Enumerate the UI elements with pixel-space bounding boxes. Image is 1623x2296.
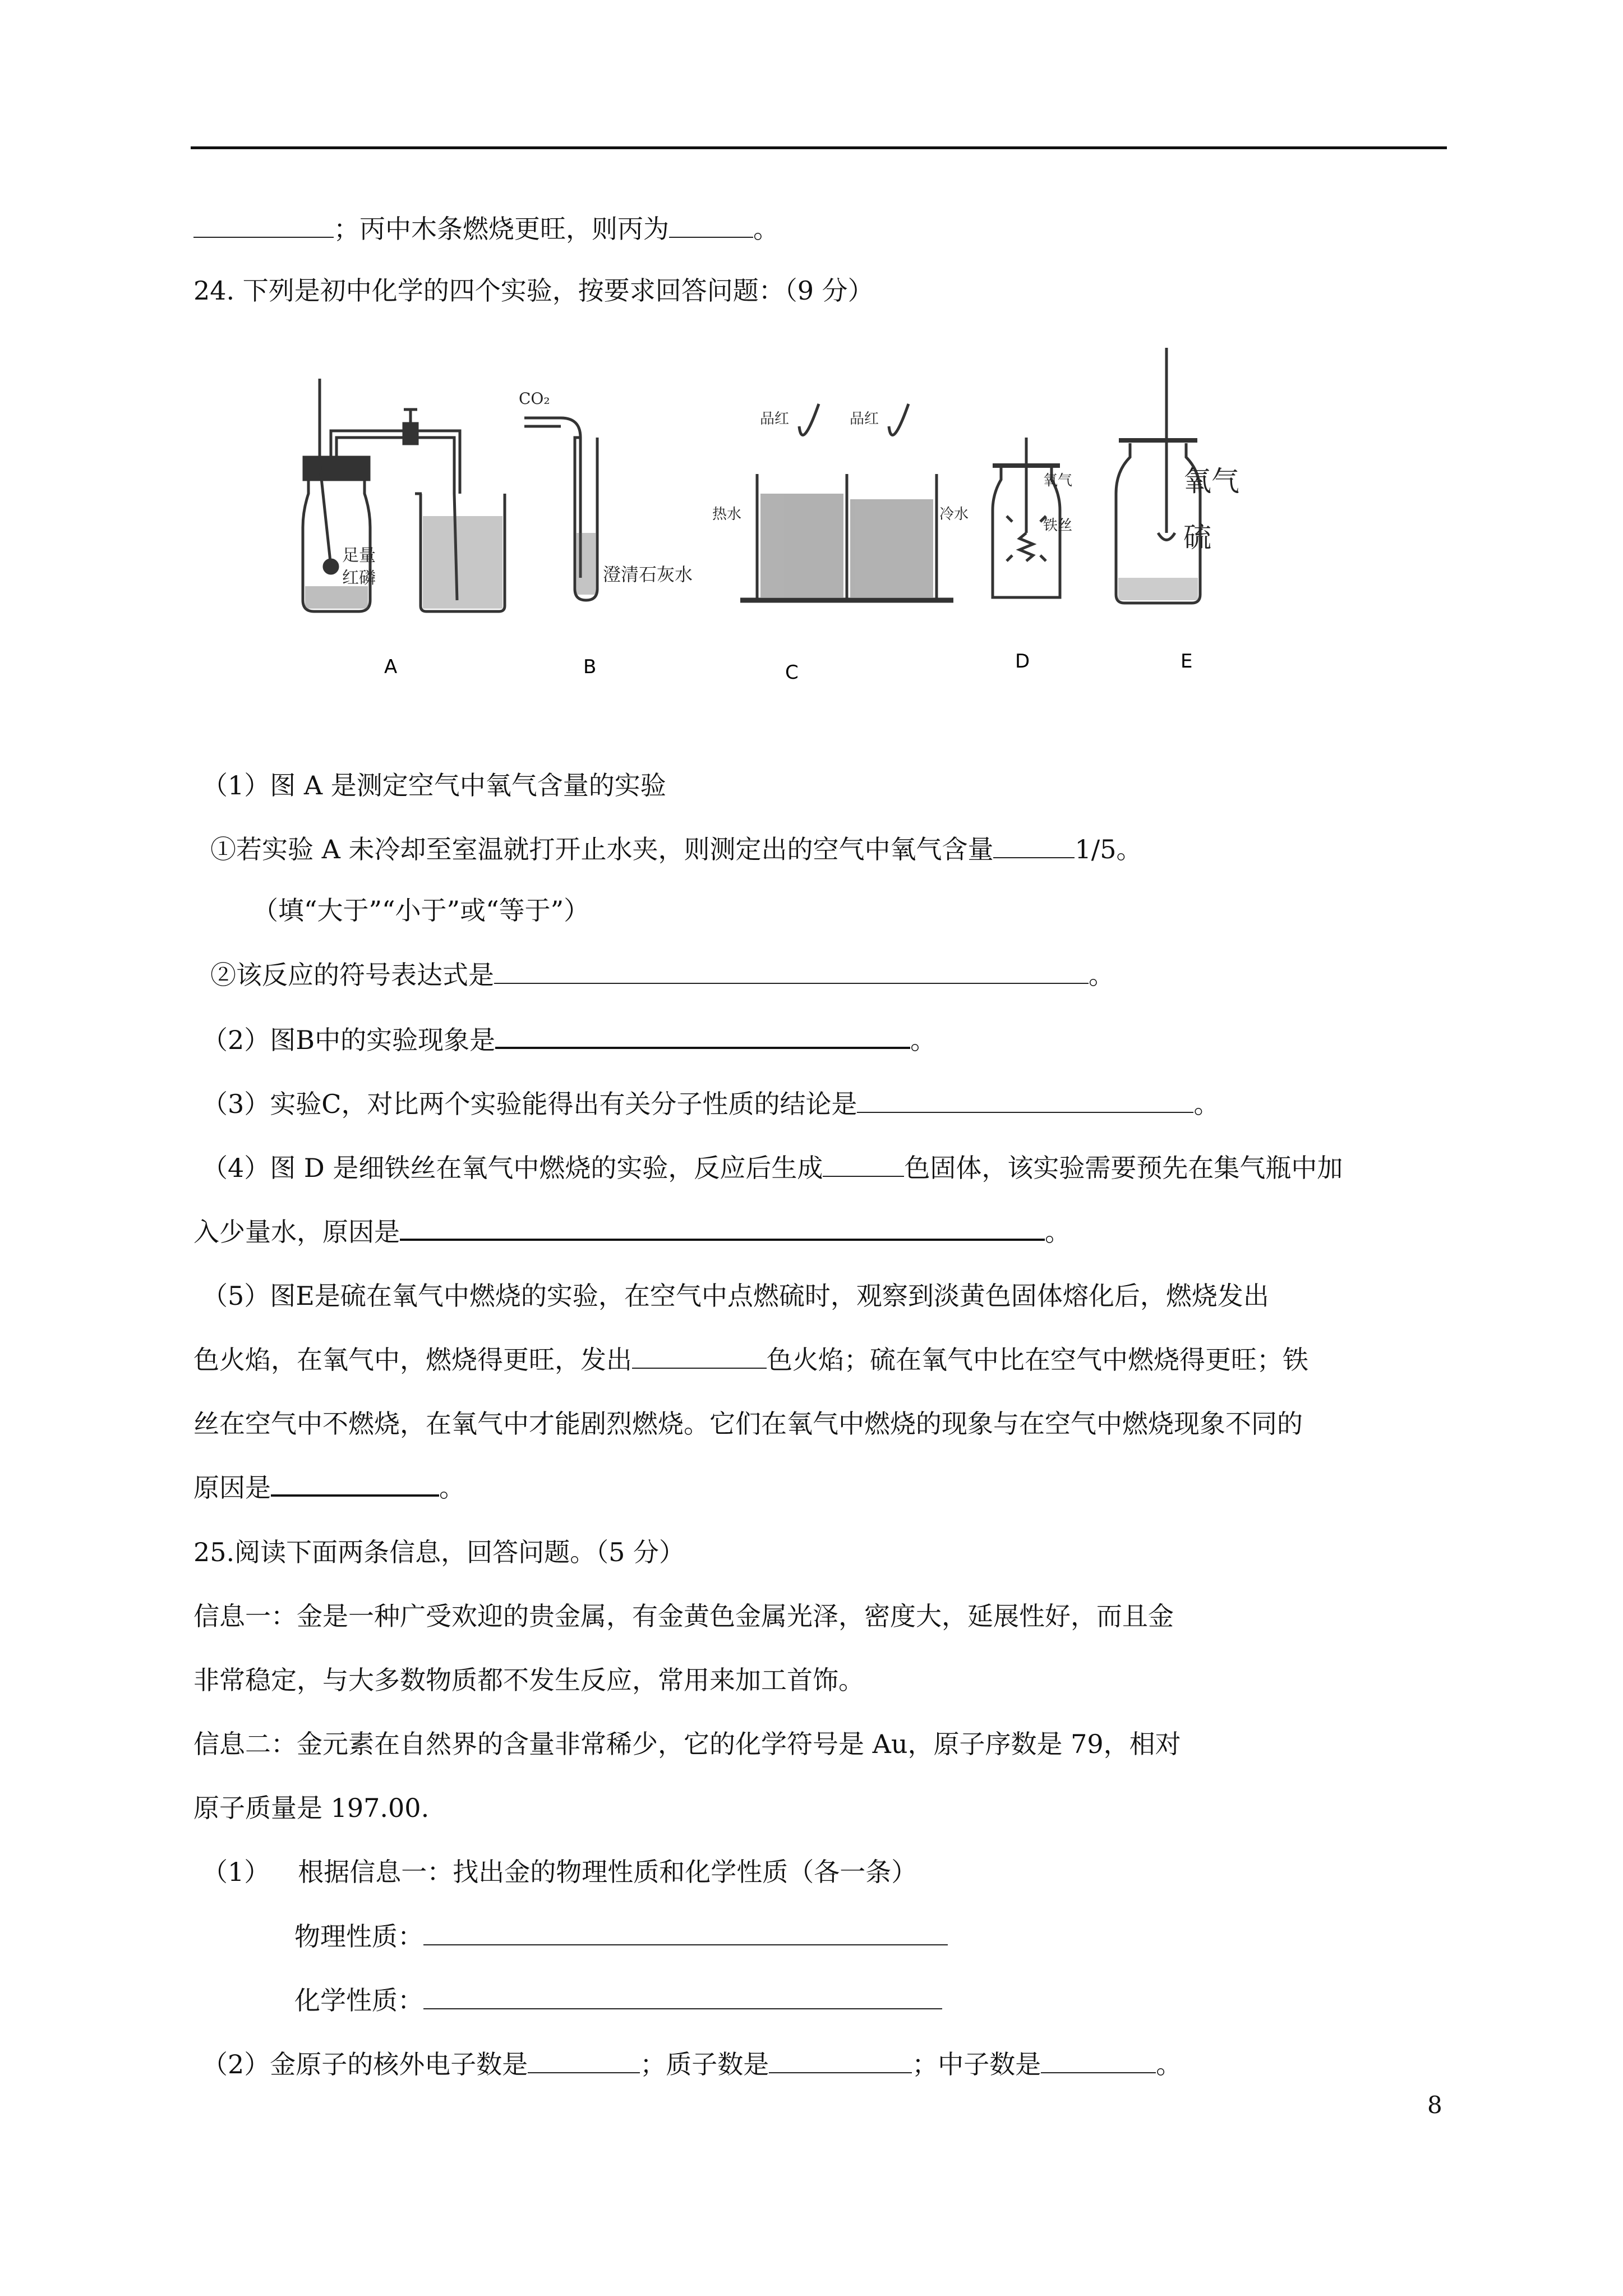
q24-4-b: 入少量水，原因是 。 [193, 1217, 1071, 1247]
answer-blank[interactable] [423, 1922, 948, 1945]
answer-blank[interactable] [494, 960, 1089, 984]
q25-1-chem: 化学性质： [294, 1984, 942, 2017]
experiment-diagram [264, 331, 1290, 701]
answer-blank[interactable] [528, 2050, 640, 2073]
answer-blank[interactable] [193, 214, 334, 238]
q24-title: 24. 下列是初中化学的四个实验，按要求回答问题：（9 分） [193, 275, 874, 306]
e-sulfur-label: 硫 [1183, 521, 1211, 554]
info2-a: 信息二：金元素在自然界的含量非常稀少，它的化学符号是 Au，原子序数是 79，相对 [193, 1729, 1181, 1759]
q24-2: （2）图B中的实验现象是 。 [202, 1025, 937, 1055]
header-rule [191, 146, 1447, 149]
c-dye-label-2: 品红 [850, 411, 879, 427]
c-dye-label-1: 品红 [760, 411, 790, 427]
q25-2: （2）金原子的核外电子数是 ；质子数是 ；中子数是 。 [202, 2049, 1182, 2079]
q24-1-a: ①若实验 A 未冷却至室温就打开止水夹，则测定出的空气中氧气含量 1/5。 [210, 834, 1142, 864]
q24-1-a-hint: （填“大于”“小于”或“等于”） [252, 895, 590, 926]
info2-b: 原子质量是 197.00. [193, 1793, 430, 1823]
a-label-2: 红磷 [342, 568, 376, 588]
answer-blank[interactable] [1041, 2050, 1156, 2073]
panel-label-b: B [583, 656, 597, 678]
panel-label-a: A [384, 656, 398, 678]
a-label-1: 足量 [342, 546, 376, 565]
panel-label-d: D [1015, 650, 1030, 673]
info1-b: 非常稳定，与大多数物质都不发生反应，常用来加工首饰。 [193, 1665, 864, 1695]
info1-a: 信息一：金是一种广受欢迎的贵金属，有金黄色金属光泽，密度大，延展性好，而且金 [193, 1601, 1174, 1631]
q24-3: （3）实验C，对比两个实验能得出有关分子性质的结论是 。 [202, 1089, 1220, 1119]
answer-blank[interactable] [423, 1986, 942, 2009]
d-wire-label: 铁丝 [1043, 517, 1073, 534]
answer-blank[interactable] [632, 1345, 767, 1369]
q25-1: （1） 根据信息一：找出金的物理性质和化学性质（各一条） [202, 1857, 917, 1887]
q24-5-b: 色火焰，在氧气中，燃烧得更旺，发出 色火焰；硫在氧气中比在空气中燃烧得更旺；铁 [193, 1345, 1308, 1375]
q25-1-phys: 物理性质： [294, 1920, 948, 1953]
q24-5-d: 原因是 。 [193, 1473, 465, 1503]
b-gas-label: CO₂ [519, 389, 550, 408]
c-cold-label: 冷水 [939, 506, 969, 523]
answer-blank[interactable] [495, 1024, 910, 1049]
q24-1-title: （1）图 A 是测定空气中氧气含量的实验 [202, 770, 666, 800]
q24-5-c: 丝在空气中不燃烧，在氧气中才能剧烈燃烧。它们在氧气中燃烧的现象与在空气中燃烧现象不同的 [193, 1409, 1303, 1439]
answer-blank[interactable] [669, 214, 753, 238]
q24-4-a: （4）图 D 是细铁丝在氧气中燃烧的实验，反应后生成 色固体，该实验需要预先在集气瓶中加 [202, 1153, 1343, 1183]
answer-blank[interactable] [857, 1089, 1193, 1113]
c-hot-label: 热水 [712, 506, 742, 523]
answer-blank[interactable] [271, 1472, 439, 1497]
answer-blank[interactable] [823, 1153, 904, 1177]
experiment-figure [264, 331, 1290, 701]
answer-blank[interactable] [400, 1216, 1045, 1241]
panel-label-e: E [1181, 650, 1193, 673]
line-continuation: ；丙中木条燃烧更旺，则丙为 。 [193, 212, 779, 246]
e-oxygen-label: 氧气 [1183, 465, 1239, 498]
d-oxygen-label: 氧气 [1043, 472, 1073, 489]
q24-5-a: （5）图E是硫在氧气中燃烧的实验，在空气中点燃硫时，观察到淡黄色固体熔化后，燃烧发出 [202, 1281, 1269, 1311]
panel-label-c: C [785, 661, 799, 684]
b-liquid-label: 澄清石灰水 [603, 564, 693, 585]
answer-blank[interactable] [769, 2050, 912, 2073]
q24-1-b: ②该反应的符号表达式是 。 [210, 960, 1114, 990]
q25-title: 25.阅读下面两条信息，回答问题。（5 分） [193, 1537, 685, 1567]
page-number: 8 [1427, 2091, 1442, 2119]
answer-blank[interactable] [993, 835, 1075, 858]
